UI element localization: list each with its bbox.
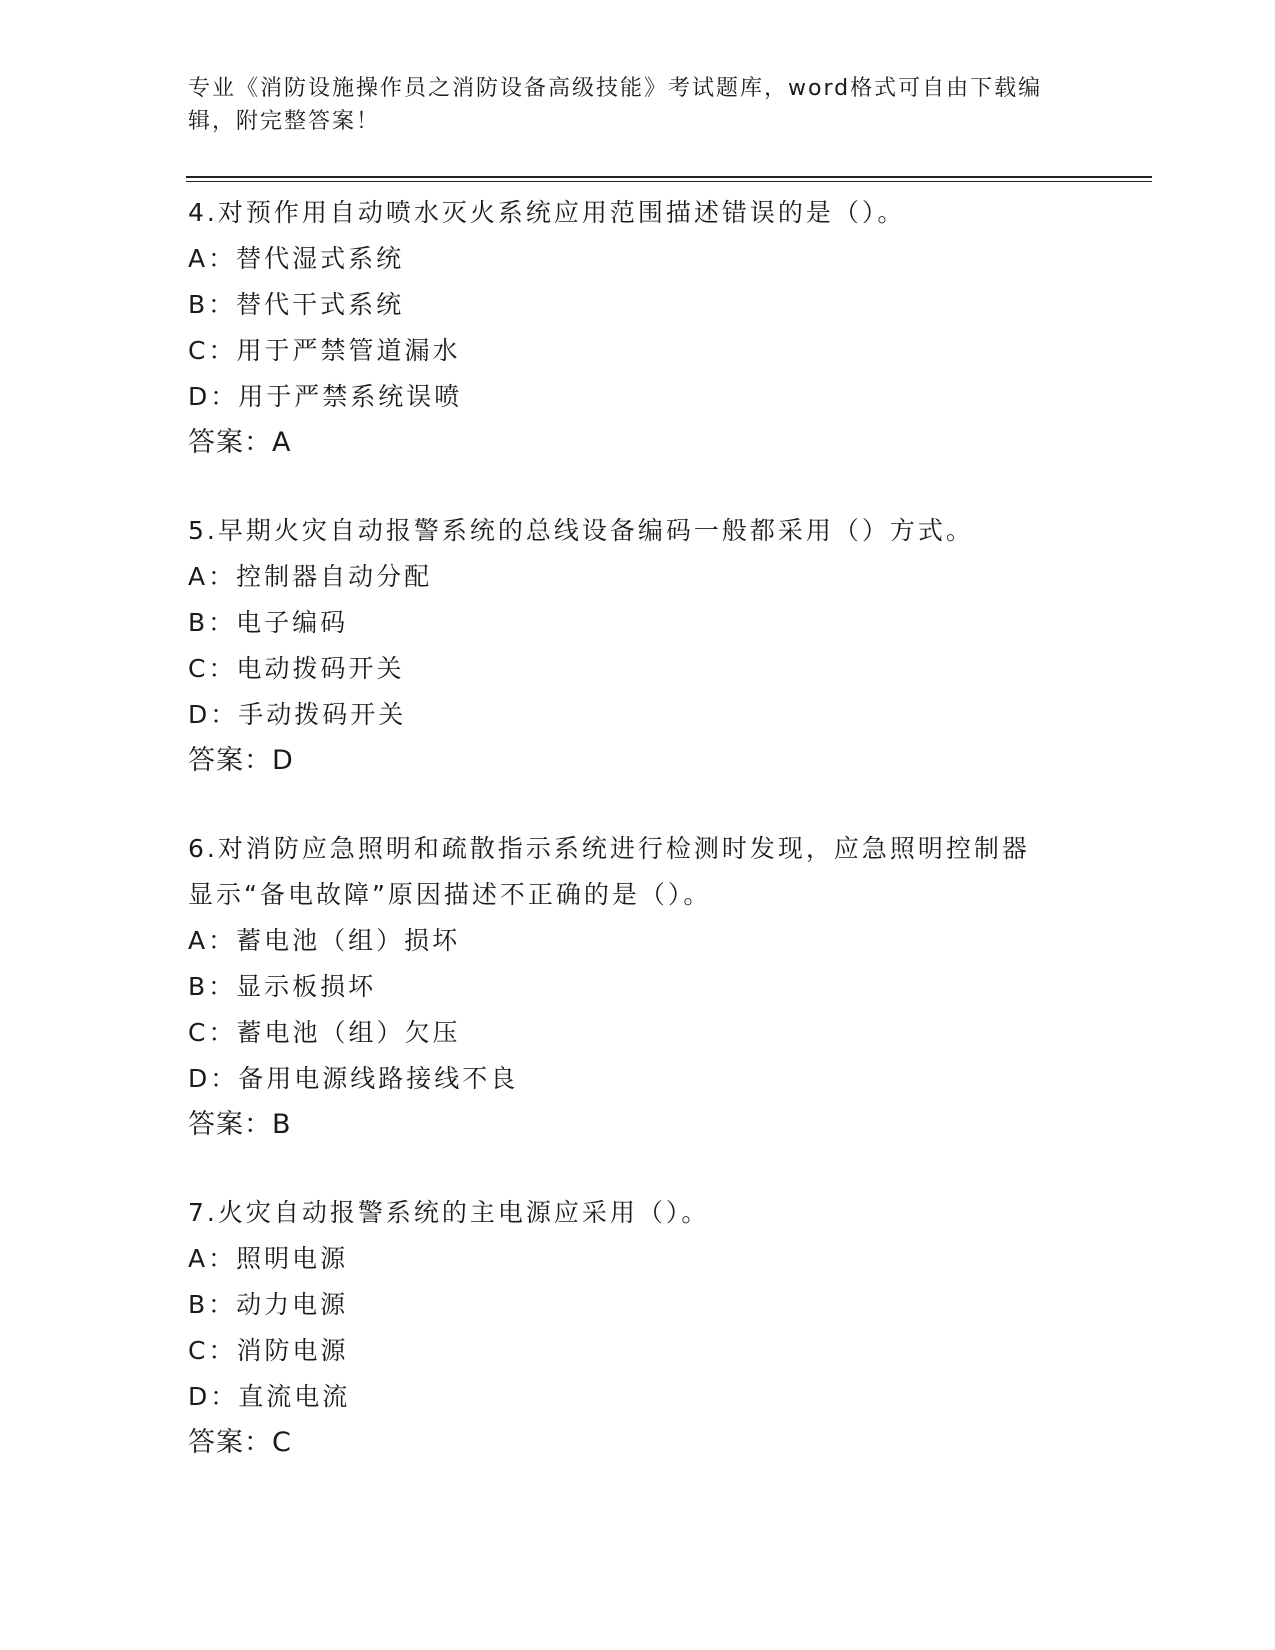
option-b: B：显示板损坏 bbox=[188, 972, 377, 1001]
question-5 bbox=[188, 508, 1108, 784]
question-stem-line-2: 显示“备电故障”原因描述不正确的是（）。 bbox=[188, 880, 712, 909]
header-divider-thick bbox=[186, 176, 1152, 178]
option-b: B：替代干式系统 bbox=[188, 290, 405, 319]
option-c: C：电动拨码开关 bbox=[188, 654, 405, 683]
answer-line: 答案：A bbox=[188, 427, 292, 458]
option-c: C：用于严禁管道漏水 bbox=[188, 336, 461, 365]
option-a: A：蓄电池（组）损坏 bbox=[188, 926, 461, 955]
header-line-2: 辑，附完整答案！ bbox=[188, 109, 381, 134]
header-divider-thin bbox=[186, 181, 1152, 182]
answer-line: 答案：B bbox=[188, 1109, 292, 1140]
option-b: B：动力电源 bbox=[188, 1290, 349, 1319]
option-d: D：用于严禁系统误喷 bbox=[188, 382, 463, 411]
option-b: B：电子编码 bbox=[188, 608, 349, 637]
option-d: D：直流电流 bbox=[188, 1382, 351, 1411]
question-7 bbox=[188, 1190, 1108, 1466]
document-header bbox=[188, 72, 1068, 138]
option-d: D：手动拨码开关 bbox=[188, 700, 407, 729]
question-list bbox=[188, 190, 1108, 1508]
option-a: A：照明电源 bbox=[188, 1244, 349, 1273]
option-a: A：替代湿式系统 bbox=[188, 244, 405, 273]
answer-line: 答案：D bbox=[188, 745, 294, 776]
question-stem: 4.对预作用自动喷水灭火系统应用范围描述错误的是（）。 bbox=[188, 198, 906, 227]
header-line-1: 专业《消防设施操作员之消防设备高级技能》考试题库，word格式可自由下载编 bbox=[188, 76, 1043, 101]
question-stem: 7.火灾自动报警系统的主电源应采用（）。 bbox=[188, 1198, 710, 1227]
option-d: D：备用电源线路接线不良 bbox=[188, 1064, 519, 1093]
question-6 bbox=[188, 826, 1108, 1148]
question-stem: 5.早期火灾自动报警系统的总线设备编码一般都采用（）方式。 bbox=[188, 516, 974, 545]
question-stem-line-1: 6.对消防应急照明和疏散指示系统进行检测时发现，应急照明控制器 bbox=[188, 834, 1030, 863]
option-a: A：控制器自动分配 bbox=[188, 562, 433, 591]
answer-line: 答案：C bbox=[188, 1427, 292, 1458]
option-c: C：蓄电池（组）欠压 bbox=[188, 1018, 461, 1047]
option-c: C：消防电源 bbox=[188, 1336, 349, 1365]
question-4 bbox=[188, 190, 1108, 466]
